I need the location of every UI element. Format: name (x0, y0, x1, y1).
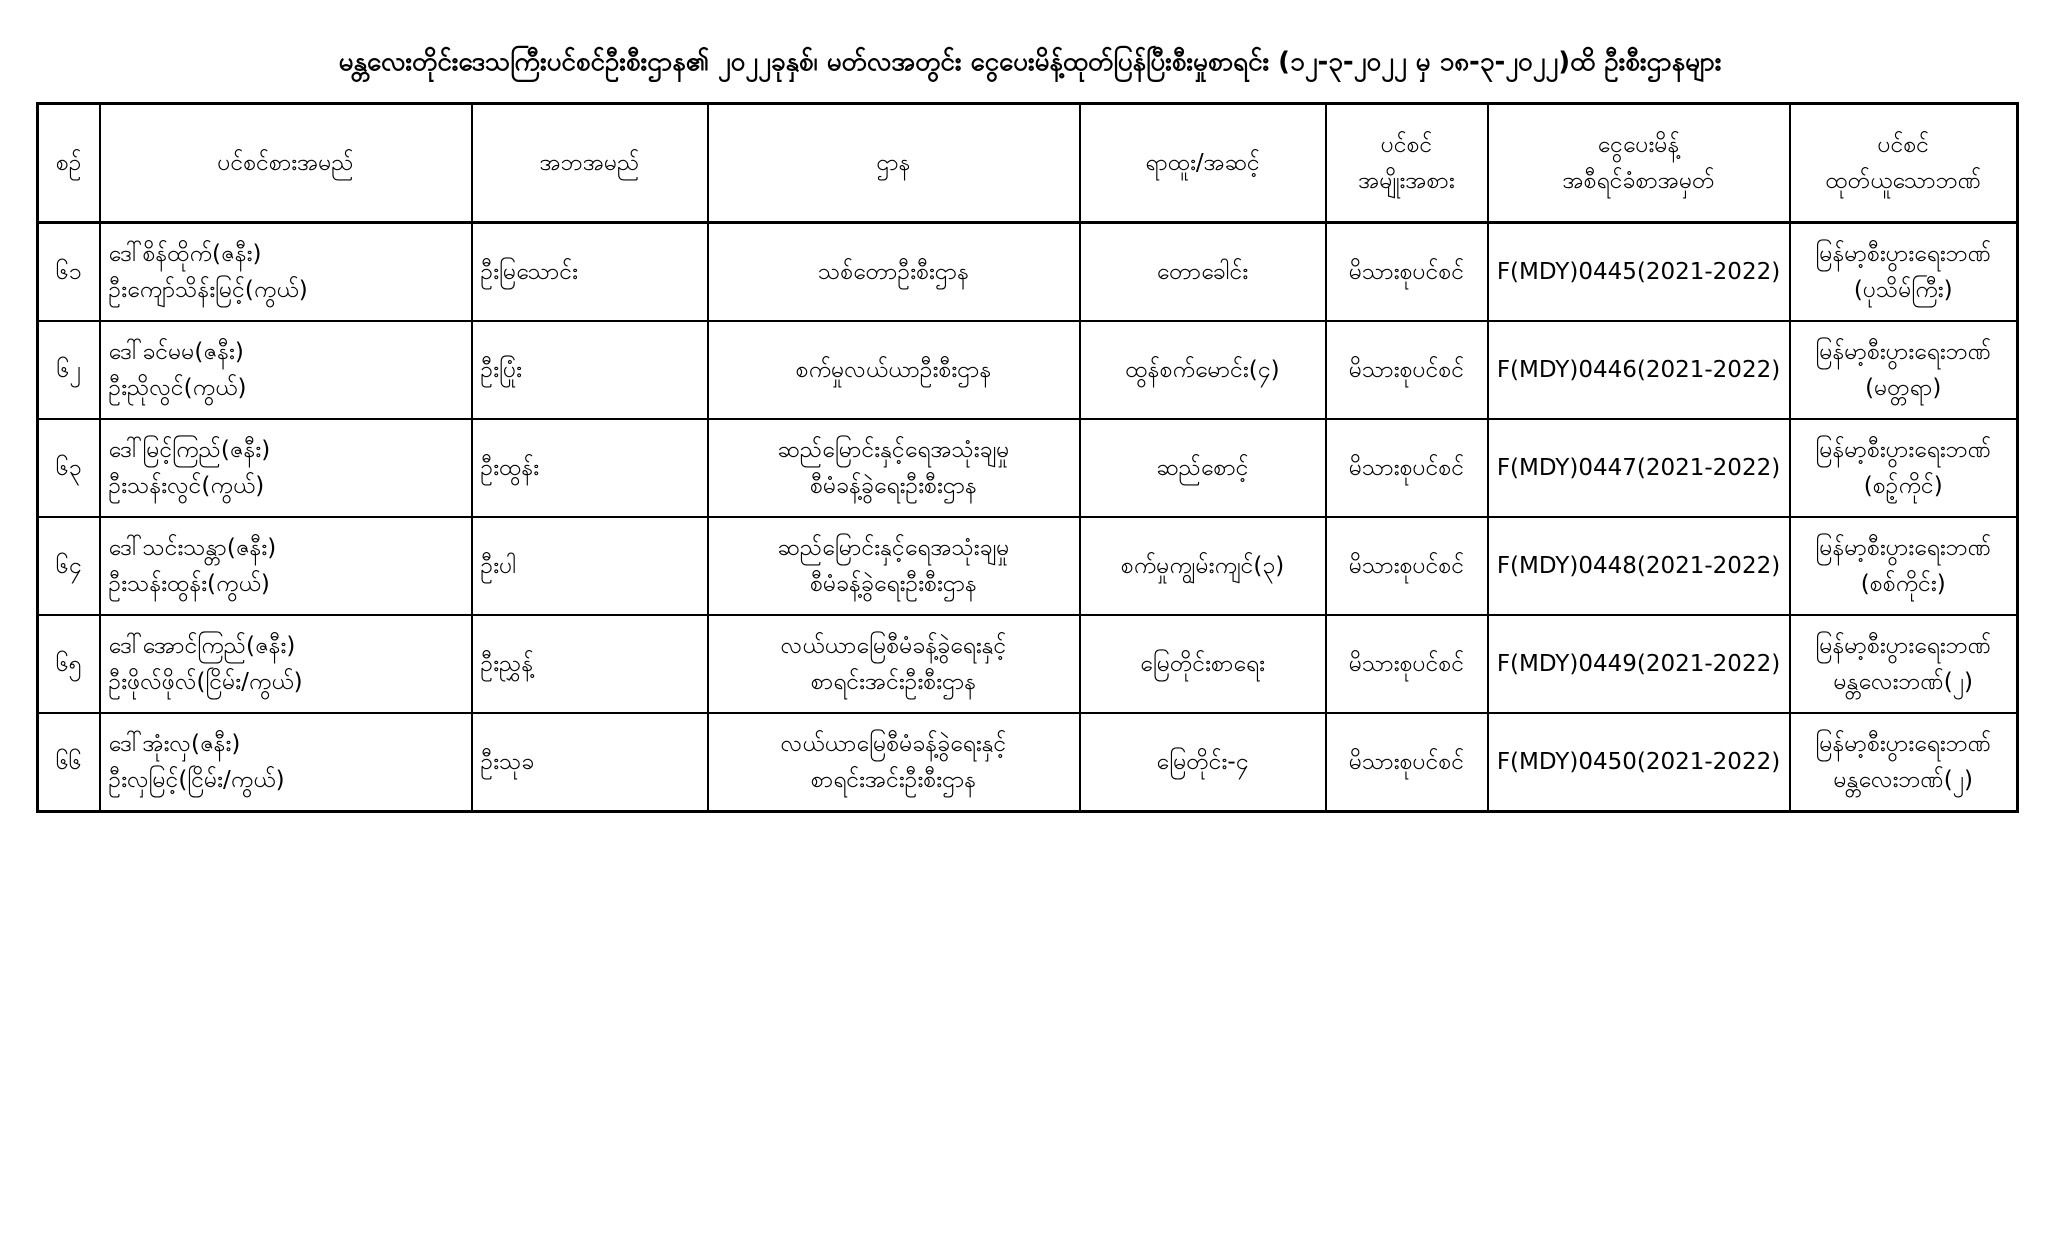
header-position: ရာထူး/အဆင့် (1080, 104, 1326, 223)
cell-no: ၆၃ (38, 419, 100, 517)
cell-report-number: F(MDY)0448(2021-2022) (1488, 517, 1790, 615)
cell-report-number: F(MDY)0446(2021-2022) (1488, 321, 1790, 419)
cell-no: ၆၁ (38, 223, 100, 322)
cell-pension-type: မိသားစုပင်စင် (1326, 321, 1488, 419)
cell-pensioner-name: ဒေါ်သင်းသန္တာ(ဇနီး) ဦးသန်းထွန်း(ကွယ်) (100, 517, 472, 615)
header-name: ပင်စင်စားအမည် (100, 104, 472, 223)
cell-report-number: F(MDY)0449(2021-2022) (1488, 615, 1790, 713)
cell-pensioner-name: ဒေါ်အောင်ကြည်(ဇနီး) ဦးဖိုလ်ဖိုလ်(ငြိမ်း/ကွယ်) (100, 615, 472, 713)
cell-department: ဆည်မြောင်းနှင့်ရေအသုံးချမှု စီမံခန့်ခွဲရေးဦးစီးဌာန (708, 517, 1080, 615)
cell-department: လယ်ယာမြေစီမံခန့်ခွဲရေးနှင့် စာရင်းအင်းဦးစီးဌာန (708, 713, 1080, 812)
cell-position: မြေတိုင်းစာရေး (1080, 615, 1326, 713)
cell-bank: မြန်မာ့စီးပွားရေးဘဏ် မန္တလေးဘဏ်(၂) (1790, 615, 2018, 713)
cell-bank: မြန်မာ့စီးပွားရေးဘဏ် (စစ်ကိုင်း) (1790, 517, 2018, 615)
cell-bank: မြန်မာ့စီးပွားရေးဘဏ် မန္တလေးဘဏ်(၂) (1790, 713, 2018, 812)
header-dept: ဌာန (708, 104, 1080, 223)
cell-position: မြေတိုင်း-၄ (1080, 713, 1326, 812)
cell-pension-type: မိသားစုပင်စင် (1326, 419, 1488, 517)
cell-position: စက်မှုကျွမ်းကျင်(၃) (1080, 517, 1326, 615)
table-row (38, 321, 2018, 419)
table-header-row (38, 104, 2018, 223)
header-bank: ပင်စင် ထုတ်ယူသောဘဏ် (1790, 104, 2018, 223)
cell-no: ၆၄ (38, 517, 100, 615)
table-row (38, 713, 2018, 812)
header-father: အဘအမည် (472, 104, 708, 223)
cell-bank: မြန်မာ့စီးပွားရေးဘဏ် (စဉ့်ကိုင်) (1790, 419, 2018, 517)
cell-pension-type: မိသားစုပင်စင် (1326, 223, 1488, 322)
cell-father-name: ဦးပြုံး (472, 321, 708, 419)
cell-position: ဆည်စောင့် (1080, 419, 1326, 517)
table-body (38, 223, 2018, 812)
cell-department: လယ်ယာမြေစီမံခန့်ခွဲရေးနှင့် စာရင်းအင်းဦးစီးဌာန (708, 615, 1080, 713)
cell-bank: မြန်မာ့စီးပွားရေးဘဏ် (မတ္တရာ) (1790, 321, 2018, 419)
header-type: ပင်စင် အမျိုးအစား (1326, 104, 1488, 223)
cell-father-name: ဦးညွှန့် (472, 615, 708, 713)
cell-report-number: F(MDY)0445(2021-2022) (1488, 223, 1790, 322)
cell-pension-type: မိသားစုပင်စင် (1326, 615, 1488, 713)
cell-no: ၆၅ (38, 615, 100, 713)
cell-pensioner-name: ဒေါ်ခင်မမ(ဇနီး) ဦးညိုလွင်(ကွယ်) (100, 321, 472, 419)
cell-position: တောခေါင်း (1080, 223, 1326, 322)
cell-pensioner-name: ဒေါ်မြင့်ကြည်(ဇနီး) ဦးသန်းလွင်(ကွယ်) (100, 419, 472, 517)
cell-no: ၆၆ (38, 713, 100, 812)
cell-bank: မြန်မာ့စီးပွားရေးဘဏ် (ပုသိမ်ကြီး) (1790, 223, 2018, 322)
cell-position: ထွန်စက်မောင်း(၄) (1080, 321, 1326, 419)
header-reg: ငွေပေးမိန့် အစီရင်ခံစာအမှတ် (1488, 104, 1790, 223)
cell-father-name: ဦးမြသောင်း (472, 223, 708, 322)
header-no: စဉ် (38, 104, 100, 223)
cell-department: သစ်တောဦးစီးဌာန (708, 223, 1080, 322)
cell-report-number: F(MDY)0447(2021-2022) (1488, 419, 1790, 517)
cell-pension-type: မိသားစုပင်စင် (1326, 517, 1488, 615)
cell-father-name: ဦးပါ (472, 517, 708, 615)
cell-pensioner-name: ဒေါ်အုံးလှ(ဇနီး) ဦးလှမြင့်(ငြိမ်း/ကွယ်) (100, 713, 472, 812)
cell-father-name: ဦးသုခ (472, 713, 708, 812)
cell-pensioner-name: ဒေါ်စိန်ထိုက်(ဇနီး) ဦးကျော်သိန်းမြင့်(ကွယ်) (100, 223, 472, 322)
cell-department: ဆည်မြောင်းနှင့်ရေအသုံးချမှု စီမံခန့်ခွဲရေးဦးစီးဌာန (708, 419, 1080, 517)
table-row (38, 223, 2018, 322)
table-row (38, 419, 2018, 517)
table-row (38, 615, 2018, 713)
cell-department: စက်မှုလယ်ယာဦးစီးဌာန (708, 321, 1080, 419)
pension-table (36, 102, 2019, 813)
cell-report-number: F(MDY)0450(2021-2022) (1488, 713, 1790, 812)
page-title: မန္တလေးတိုင်းဒေသကြီးပင်စင်ဦးစီးဌာန၏ ၂၀၂၂ခုနှစ်၊ မတ်လအတွင်း ငွေပေးမိန့်ထုတ်ပြန်ပြီးစီးမှုစာရင်း (၁၂-၃-၂၀၂၂ မှ ၁၈-၃-၂၀၂၂)ထိ ဦးစီးဌာနများ (338, 47, 1722, 77)
cell-father-name: ဦးထွန်း (472, 419, 708, 517)
cell-pension-type: မိသားစုပင်စင် (1326, 713, 1488, 812)
cell-no: ၆၂ (38, 321, 100, 419)
table-row (38, 517, 2018, 615)
